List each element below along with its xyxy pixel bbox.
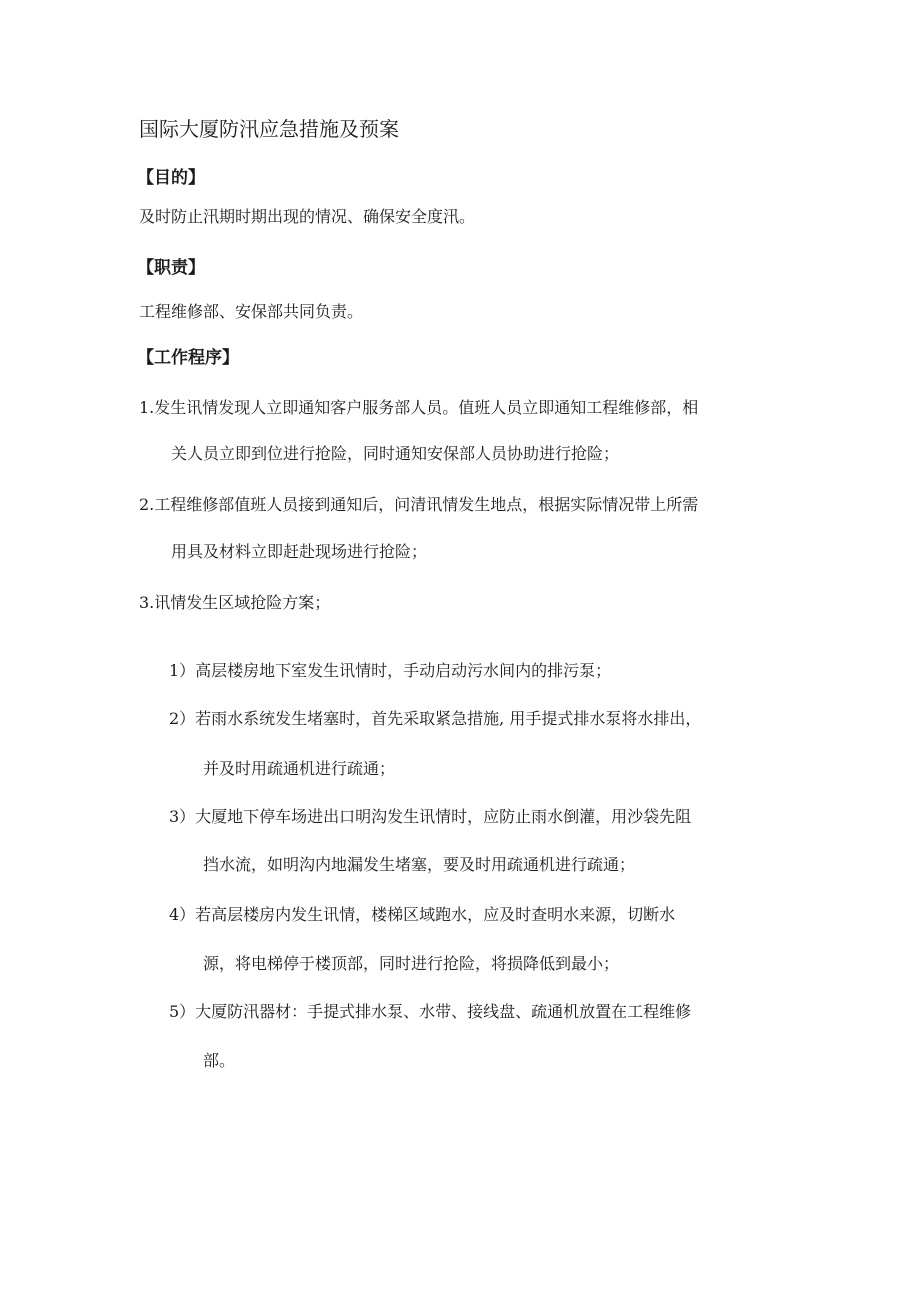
section-heading-procedure: 【工作程序】 bbox=[137, 348, 239, 368]
measure-3-line-1: 3）大厦地下停车场进出口明沟发生讯情时，应防止雨水倒灌，用沙袋先阻 bbox=[169, 807, 692, 826]
procedure-step-3-line-1: 3.讯情发生区域抢险方案； bbox=[139, 593, 331, 612]
measure-4-line-2: 源，将电梯停于楼顶部，同时进行抢险，将损降低到最小； bbox=[203, 954, 620, 973]
measure-2-line-1: 2）若雨水系统发生堵塞时，首先采取紧急措施, 用手提式排水泵将水排出， bbox=[169, 709, 702, 728]
measure-5-line-1: 5）大厦防汛器材：手提式排水泵、水带、接线盘、疏通机放置在工程维修 bbox=[169, 1002, 692, 1021]
measure-2-line-2: 并及时用疏通机进行疏通； bbox=[203, 759, 396, 778]
measure-4-line-1: 4）若高层楼房内发生讯情，楼梯区域跑水，应及时查明水来源，切断水 bbox=[169, 905, 676, 924]
measure-1-line-1: 1）高层楼房地下室发生讯情时，手动启动污水间内的排污泵； bbox=[169, 661, 612, 680]
section-text-purpose: 及时防止汛期时期出现的情况、确保安全度汛。 bbox=[139, 207, 476, 226]
procedure-step-1-line-2: 关人员立即到位进行抢险，同时通知安保部人员协助进行抢险； bbox=[171, 444, 620, 463]
section-heading-purpose: 【目的】 bbox=[137, 168, 205, 188]
procedure-step-1-line-1: 1.发生讯情发现人立即通知客户服务部人员。值班人员立即通知工程维修部，相 bbox=[139, 398, 699, 417]
document-title: 国际大厦防汛应急措施及预案 bbox=[139, 117, 399, 141]
section-heading-duties: 【职责】 bbox=[137, 258, 205, 278]
procedure-step-2-line-2: 用具及材料立即赶赴现场进行抢险； bbox=[171, 542, 428, 561]
measure-5-line-2: 部。 bbox=[203, 1051, 236, 1070]
measure-3-line-2: 挡水流，如明沟内地漏发生堵塞，要及时用疏通机进行疏通； bbox=[203, 855, 636, 874]
procedure-step-2-line-1: 2.工程维修部值班人员接到通知后，问清讯情发生地点，根据实际情况带上所需 bbox=[139, 495, 699, 514]
section-text-duties: 工程维修部、安保部共同负责。 bbox=[139, 302, 364, 321]
